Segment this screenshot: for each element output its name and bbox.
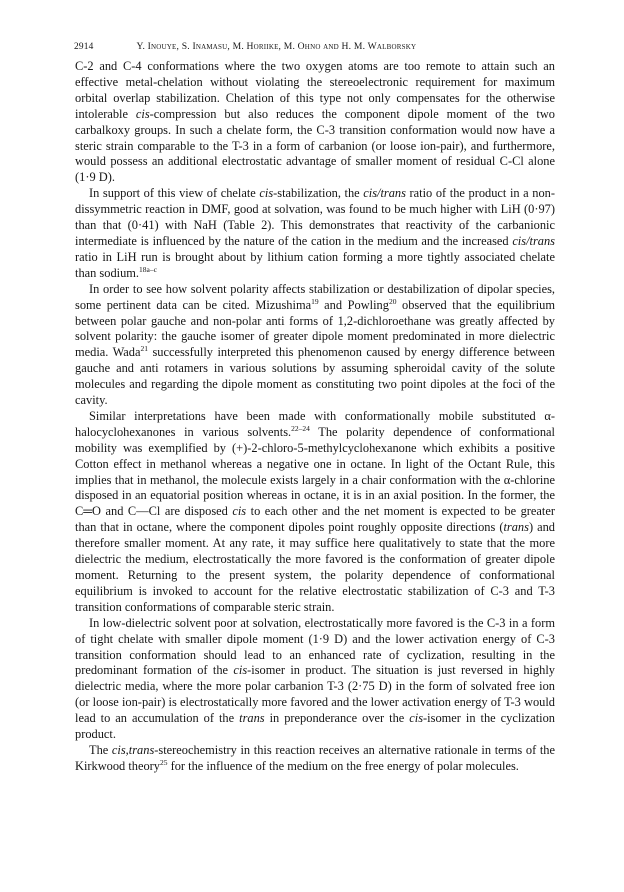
article-body	[75, 59, 555, 775]
paragraph-text: C-2 and C-4 conformations where the two oxygen atoms are too remote to attain such an effective metal-chelation without violating the stereoelectronic requirement for maximum orbital overlap stabilization. Chelation of this type not only compensates for the otherwise intolerable	[75, 59, 555, 121]
italic-term: cis	[232, 504, 247, 519]
italic-term: trans	[503, 520, 529, 535]
paragraph-text: observed that the equilibrium between polar gauche and non-polar anti forms of 1,2-dichloroethane was greatly affected by solvent polarity: the gauche isomer of greater dipole moment predominated in more dielectric media. Wada	[75, 297, 555, 360]
paragraph-text: successfully interpreted this phenomenon caused by energy difference between gauche and anti rotamers in various solutions by assuming spheroidal cavity of the solute molecules and regarding the dipole moment as constituting two point dipoles at the foci of the cavity.	[75, 345, 555, 408]
body-paragraph	[75, 409, 555, 616]
running-header-authors: Y. Inouye, S. Inamasu, M. Horiike, M. Ohno and H. M. Walborsky	[136, 41, 417, 52]
paragraph-text: -isomer in product. The situation is just reversed in highly dielectric media, where the more polar carbanion T-3 (2·75 D) in the form of solvated free ion (or loose ion-pair) is electrostatically more favored and the lower activation energy of T-3 would lead to an accumulation of the	[75, 663, 555, 726]
running-header	[74, 41, 550, 52]
page-number: 2914	[74, 42, 94, 52]
reference-superscript: 18a–c	[139, 264, 157, 274]
paragraph-text: ) and therefore smaller moment. At any rate, it may suffice here qualitatively to state that the more dielectric the medium, electrostatically the more favored is the conformation of greater dipole moment. Returning to the present system, the polarity dependence of conformational equilibrium is invoked to account for the relative electrostatic stabilization of C-3 and T-3 transition conformations of comparable steric strain.	[75, 520, 555, 614]
body-paragraph	[75, 59, 555, 186]
italic-term: cis,trans	[111, 742, 155, 757]
reference-superscript: 19	[311, 296, 319, 306]
body-paragraph	[75, 743, 555, 775]
italic-term: cis/trans	[512, 233, 555, 248]
paragraph-text: for the influence of the medium on the free energy of polar molecules.	[167, 758, 519, 773]
reference-superscript: 22–24	[291, 423, 310, 433]
paragraph-text: to each other and the net moment is expected to be greater than that in octane, where the component dipoles point roughly opposite directions (	[75, 504, 555, 535]
reference-superscript: 25	[160, 757, 168, 767]
paragraph-text: -isomer in the cyclization product.	[75, 711, 555, 742]
paragraph-text: The polarity dependence of conformational mobility was exemplified by (+)-2-chloro-5-methylcyclohexanone which exhibits a positive Cotton effect in methanol whereas a negative one in octane. In light of the Octant Rule, this implies that in methanol, the molecule exists largely in a chair conformation with the α-chlorine disposed in an equatorial position whereas in octane, it is in an axial position. In the former, the C═O and C—Cl are disposed	[75, 424, 555, 519]
paragraph-text: in preponderance over the	[264, 711, 410, 726]
italic-term: cis	[233, 663, 248, 678]
body-paragraph	[75, 186, 555, 281]
italic-term: trans	[239, 711, 265, 726]
italic-term: cis	[259, 186, 274, 201]
paragraph-text: ratio in LiH run is brought about by lithium cation forming a more tightly associated chelate than sodium.	[75, 249, 555, 280]
paragraph-text: -compression but also reduces the component dipole moment of the two carbalkoxy groups. In such a chelate form, the C-3 transition conformation would now have a steric strain comparable to the T-3 in a form of carbanion (or loose ion-pair), and furthermore, would possess an additional electrostatic advantage of smaller moment of residual C-Cl alone (1·9 D).	[75, 106, 555, 185]
paragraph-text: ratio of the product in a non-dissymmetric reaction in DMF, good at solvation, was found to be much higher with LiH (0·97) than that (0·41) with NaH (Table 2). This demonstrates that reactivity of the carbanionic intermediate is influenced by the nature of the cation in the medium and the increased	[75, 186, 555, 248]
italic-term: cis	[409, 711, 424, 726]
body-paragraph	[75, 282, 555, 409]
paragraph-text: The	[89, 742, 112, 757]
reference-superscript: 21	[140, 344, 148, 354]
italic-term: cis	[135, 106, 150, 121]
body-paragraph	[75, 616, 555, 743]
italic-term: cis/trans	[363, 186, 406, 201]
paragraph-text: and Powling	[318, 297, 389, 312]
paragraph-text: Similar interpretations have been made with conformationally mobile substituted α-halocyclohexanones in various solvents.	[75, 408, 555, 439]
paragraph-text: In low-dielectric solvent poor at solvation, electrostatically more favored is the C-3 in a form of tight chelate with smaller dipole moment (1·9 D) and the lower activation energy of C-3 transition conformation should lead to an enhanced rate of cyclization, resulting in the predominant formation of the	[75, 615, 555, 678]
paragraph-text: -stabilization, the	[273, 186, 364, 201]
reference-superscript: 20	[388, 296, 397, 306]
paragraph-text: In support of this view of chelate	[89, 186, 260, 201]
paragraph-text: In order to see how solvent polarity affects stabilization or destabilization of dipolar species, some pertinent data can be cited. Mizushima	[75, 281, 555, 312]
paragraph-text: -stereochemistry in this reaction receives an alternative rationale in terms of the Kirkwood theory	[75, 742, 555, 773]
